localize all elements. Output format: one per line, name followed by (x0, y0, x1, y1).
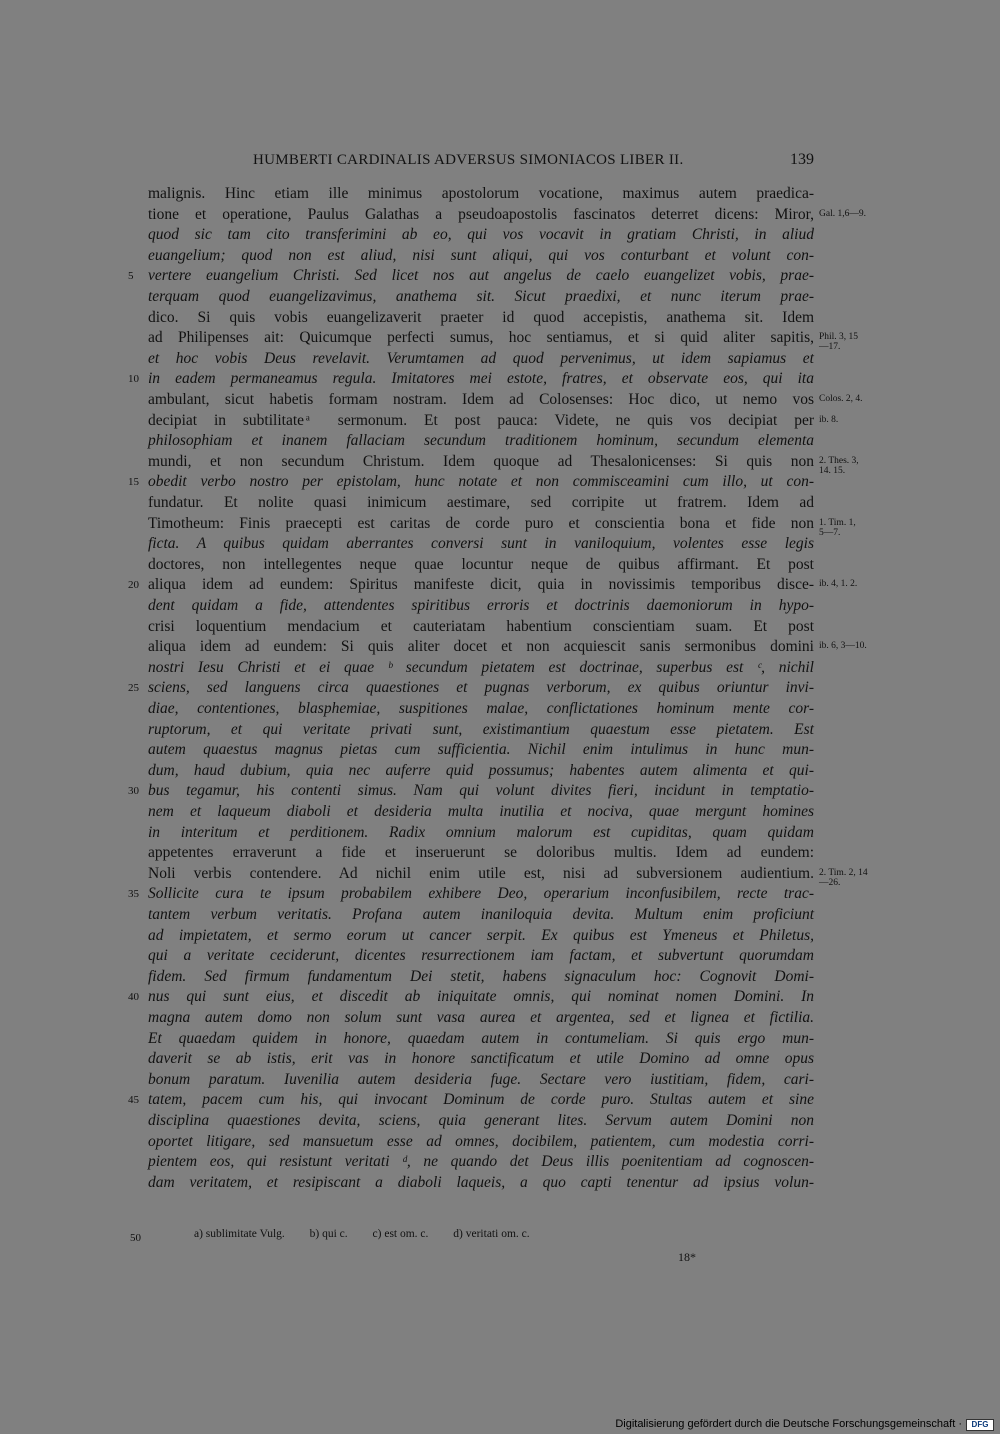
text-line: nem et laqueum diaboli et desideria multa inutilia et nociva, quae mergunt homines (148, 803, 814, 820)
running-title: HUMBERTI CARDINALIS ADVERSUS SIMONIACOS LIBER II. (253, 152, 684, 168)
funding-notice: Digitalisierung gefördert durch die Deutsche Forschungsgemeinschaft · (615, 1418, 962, 1430)
printer-signature: 18* (678, 1250, 696, 1264)
margin-reference: 2. Thes. 3, 14. 15. (819, 455, 859, 476)
text-line: obedit verbo nostro per epistolam, hunc notate et non commisceamini cum illo, ut con- (148, 473, 814, 491)
text-line: ficta. A quibus quidam aberrantes conversi sunt in vaniloquium, volentes esse legis (148, 535, 814, 553)
text-line: malignis. Hinc etiam ille minimus apostolorum vocatione, maximus autem praedica- (148, 185, 814, 202)
line-number: 40 (128, 991, 139, 1004)
text-line: Noli verbis contendere. Ad nichil enim utile est, nisi ad subversionem audientium. (148, 864, 814, 882)
margin-reference: Gal. 1,6—9. (819, 208, 866, 219)
text-line: et hoc vobis Deus revelavit. Verumtamen ad quod pervenimus, ut idem sapiamus et (148, 349, 814, 367)
dfg-logo[interactable]: DFG (966, 1419, 994, 1431)
text-line: appetentes erraverunt a fide et inseruerunt se doloribus multis. Idem ad eundem: (148, 844, 814, 862)
text-line: disciplina quaestiones devita, sciens, quia generant lites. Servum autem Domini non (148, 1112, 814, 1129)
text-line: pientem eos, qui resistunt veritati ᵈ, ne quando det Deus illis poenitentiam ad cognoscen- (148, 1153, 814, 1171)
text-line: ambulant, sicut habetis formam nostram. Idem ad Colosenses: Hoc dico, ut nemo vos (148, 391, 814, 408)
text-line: aliqua idem ad eundem: Si quis aliter docet et non acquiescit sanis sermonibus domini (148, 638, 814, 656)
text-line: in interitum et perditionem. Radix omnium malorum est cupiditas, quam quidam (148, 823, 814, 841)
margin-reference: 1. Tim. 1, 5—7. (819, 517, 856, 538)
text-line: dum, haud dubium, quia nec auferre quid possumus; habentes autem alimenta et qui- (148, 761, 814, 779)
footnote-c: c) est om. c. (372, 1228, 429, 1240)
text-line: dico. Si quis vobis euangelizaverit praeter id quod accepistis, anathema sit. Idem (148, 308, 814, 326)
text-line: quod sic tam cito transferimini ab eo, qui vos vocavit in gratiam Christi, in aliud (148, 226, 814, 244)
text-line: nostri Iesu Christi et ei quae ᵇ secundum pietatem est doctrinae, superbus est ᶜ, nichil (148, 658, 814, 676)
text-line: crisi loquentium mendacium et cauteriatam habentium conscientiam suam. Et post (148, 617, 814, 635)
text-line: bonum paratum. Iuvenilia autem desideria fuge. Sectare vero iustitiam, fidem, cari- (148, 1070, 814, 1088)
running-header (148, 152, 814, 174)
footnote-line-number: 50 (130, 1232, 141, 1244)
text-line: euangelium; quod non est aliud, nisi sunt aliqui, qui vos conturbant et volunt con- (148, 246, 814, 264)
text-line: diae, contentiones, blasphemiae, suspitiones malae, conflictationes hominum mente cor- (148, 700, 814, 717)
footnote-b: b) qui c. (309, 1228, 348, 1240)
text-line: qui a veritate ceciderunt, dicentes resurrectionem iam factam, et subvertunt quorumdam (148, 947, 814, 965)
text-line: ad impietatem, et sermo eorum ut cancer serpit. Ex quibus est Ymeneus et Philetus, (148, 926, 814, 944)
line-number: 25 (128, 682, 139, 695)
text-line: vertere euangelium Christi. Sed licet nos aut angelus de caelo euangelizet vobis, prae- (148, 267, 814, 285)
margin-reference: Colos. 2, 4. (819, 394, 863, 404)
text-line: tione et operatione, Paulus Galathas a pseudoapostolis fascinatos deterret dicens: Miror, (148, 205, 814, 223)
text-line: aliqua idem ad eundem: Spiritus manifeste dicit, quia in novissimis temporibus disce- (148, 576, 814, 594)
text-line: terquam quod euangelizavimus, anathema sit. Sicut praedixi, et nunc iterum prae- (148, 288, 814, 305)
text-line: fundatur. Et nolite quasi inimicum aestimare, sed corripite ut fratrem. Idem ad (148, 494, 814, 511)
line-number: 20 (128, 579, 139, 592)
text-line: magna autem domo non solum sunt vasa aurea et argentea, sed et lignea et fictilia. (148, 1009, 814, 1026)
margin-reference: Phil. 3, 15 —17. (819, 332, 859, 353)
margin-reference: ib. 4, 1. 2. (819, 579, 858, 590)
text-line: dam veritatem, et resipiscant a diaboli laqueis, a quo capti tenentur ad ipsius volun- (148, 1173, 814, 1191)
text-line: Et quaedam quidem in honore, quaedam autem in contumeliam. Si quis ergo mun- (148, 1029, 814, 1047)
page-number: 139 (790, 151, 814, 168)
text-line: tatem, pacem cum his, qui invocant Dominum de corde puro. Stultas autem et sine (148, 1091, 814, 1109)
line-number: 15 (128, 476, 139, 489)
margin-reference: ib. 8. (819, 414, 839, 425)
text-line: Sollicite cura te ipsum probabilem exhibere Deo, operarium inconfusibilem, recte trac- (148, 885, 814, 903)
text-line: sciens, sed languens circa quaestiones et pugnas verborum, ex quibus oriuntur invi- (148, 679, 814, 697)
line-number: 35 (128, 888, 139, 901)
margin-reference: ib. 6, 3—10. (819, 641, 867, 652)
text-line: nus qui sunt eius, et discedit ab iniquitate omnis, qui nominat nomen Domini. In (148, 988, 814, 1006)
text-line: ad Philipenses ait: Quicumque perfecti sumus, hoc sentiamus, et si quid aliter sapitis, (148, 329, 814, 347)
text-line: fidem. Sed firmum fundamentum Dei stetit, habens signaculum hoc: Cognovit Domi- (148, 967, 814, 985)
text-line: tantem verbum veritatis. Profana autem inaniloquia devita. Multum enim proficiunt (148, 906, 814, 923)
text-line: dent quidam a fide, attendentes spiritibus erroris et doctrinis daemoniorum in hypo- (148, 597, 814, 614)
text-line: in eadem permaneamus regula. Imitatores mei estote, fratres, et observate eos, qui ita (148, 370, 814, 388)
line-number: 30 (128, 785, 139, 798)
text-line: Timotheum: Finis praecepti est caritas de corde puro et conscientia bona et fide non (148, 514, 814, 532)
line-number: 5 (128, 270, 134, 283)
text-line: mundi, et non secundum Christum. Idem quoque ad Thesalonicenses: Si quis non (148, 452, 814, 470)
footnote-d: d) veritati om. c. (453, 1228, 530, 1240)
footnote-a: a) sublimitate Vulg. (194, 1228, 285, 1240)
text-line: doctores, non intellegentes neque quae locuntur neque de quibus affirmant. Et post (148, 555, 814, 573)
margin-reference: 2. Tim. 2, 14 —26. (819, 867, 868, 888)
text-line: philosophiam et inanem fallaciam secundum traditionem hominum, secundum elementa (148, 432, 814, 450)
footnotes (194, 1228, 714, 1240)
text-line: oportet litigare, sed mansuetum esse ad omnes, docibilem, patientem, cum modestia corri- (148, 1132, 814, 1150)
digitization-footer (0, 1416, 1000, 1434)
line-number: 45 (128, 1094, 139, 1107)
text-line: autem quaestus magnus pietas cum sufficientia. Nichil enim intulimus in hunc mun- (148, 741, 814, 759)
text-line: ruptorum, et qui veritate privati sunt, existimantium quaestum esse pietatem. Est (148, 720, 814, 738)
text-line: bus tegamur, his contenti simus. Nam qui volunt divites fieri, incidunt in temptatio- (148, 782, 814, 800)
text-line: decipiat in subtilitate ͣ sermonum. Et post pauca: Videte, ne quis vos decipiat per (148, 411, 814, 429)
line-number: 10 (128, 373, 139, 386)
text-line: daverit se ab istis, erit vas in honore sanctificatum et utile Domino ad omne opus (148, 1050, 814, 1068)
